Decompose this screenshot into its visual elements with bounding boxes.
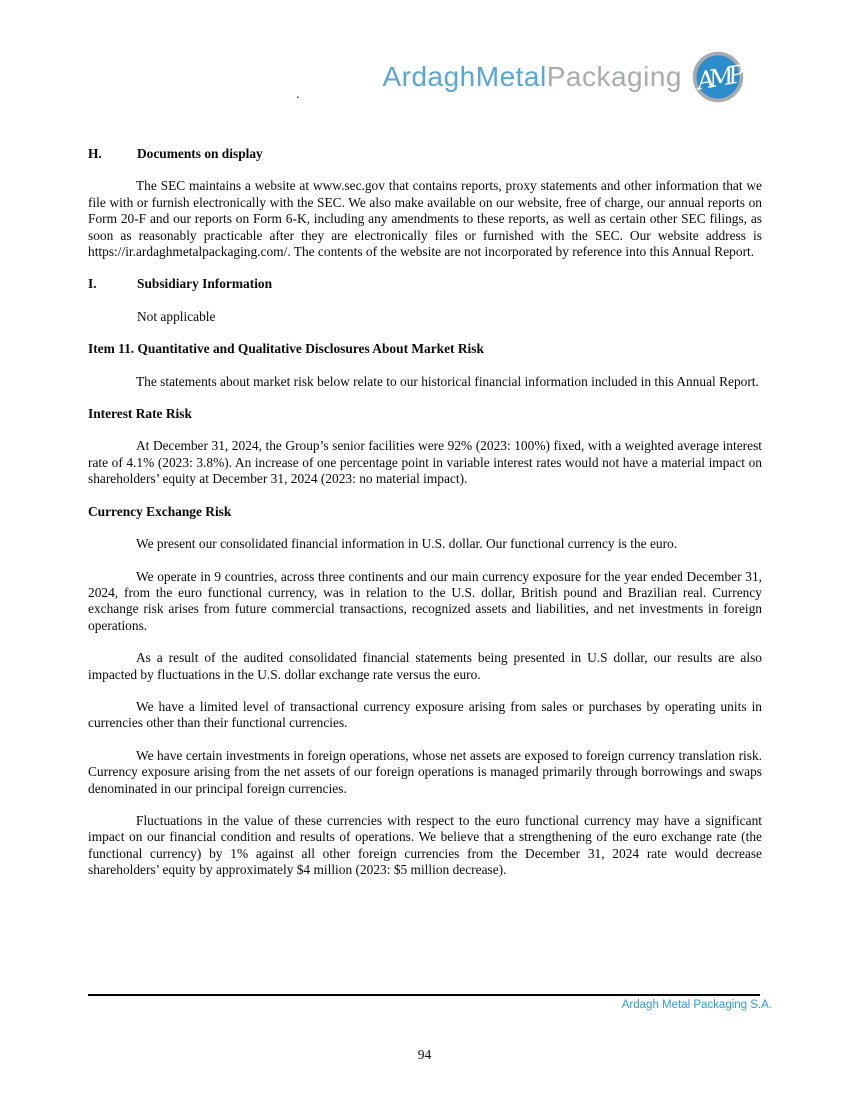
section-heading-subsidiary-information (88, 276, 762, 292)
heading-currency-exchange-risk: Currency Exchange Risk (88, 503, 232, 519)
amp-logo-letters: AMP (694, 59, 742, 96)
paragraph-foreign-operations: We have certain investments in foreign operations, whose net assets are exposed to foreign currency translation risk. Currency exposure arising from the net assets of our foreign operations is managed primarily through borrowings and swaps denominated in our principal foreign currencies. (88, 747, 762, 796)
section-letter: I. (88, 276, 97, 292)
footer-company: Ardagh Metal Packaging S.A. (621, 999, 772, 1011)
section-letter: H. (88, 146, 102, 161)
page-header (0, 50, 745, 104)
paragraph-currency-exposure: We operate in 9 countries, across three continents and our main currency exposure for the year ended December 31, 2024, from the euro functional currency, was in relation to the U.S. dollar, British pound and Brazilian real. Currency exchange risk arises from future commercial transactions, recognized assets and liabilities, and net investments in foreign operations. (88, 568, 762, 633)
paragraph-usd-presentation: As a result of the audited consolidated financial statements being presented in U.S dollar, our results are also impacted by fluctuations in the U.S. dollar exchange rate versus the euro. (88, 650, 762, 682)
section-title: Documents on display (137, 146, 263, 161)
brand-text-blue: ArdaghMetal (382, 61, 547, 92)
amp-logo-icon (691, 50, 745, 104)
item-11-heading: Item 11. Quantitative and Qualitative Disclosures About Market Risk (88, 341, 484, 357)
page-number: 94 (417, 1047, 432, 1062)
section-title: Subsidiary Information (137, 276, 273, 292)
stray-mark: . (296, 87, 300, 102)
brand-wordmark (382, 61, 682, 93)
paragraph-sec-website: The SEC maintains a website at www.sec.gov that contains reports, proxy statements and other information that we file with or furnish electronically with the SEC. We also make available on our website, free of charge, our annual reports on Form 20-F and our reports on Form 6-K, including any amendments to these reports, as well as certain other SEC filings, as soon as reasonably practicable after they are electronically files or furnished with the SEC. Our website address is https://ir.ardaghmetalpackaging.com/. The contents of the website are not incorporated by reference into this Annual Report. (88, 178, 762, 260)
footer-divider (88, 994, 760, 996)
paragraph-transactional-exposure: We have a limited level of transactional currency exposure arising from sales or purchases by operating units in currencies other than their functional currencies. (88, 698, 762, 731)
brand-text-gray: Packaging (546, 61, 682, 92)
paragraph-market-risk-intro: The statements about market risk below relate to our historical financial information included in this Annual Report. (136, 373, 759, 389)
paragraph-interest-rate: At December 31, 2024, the Group’s senior facilities were 92% (2023: 100%) fixed, with a weighted average interest rate of 4.1% (2023: 3.8%). An increase of one percentage point in variable interest rates would not have a material impact on shareholders’ equity at December 31, 2024 (2023: no material impact). (88, 438, 762, 487)
section-heading-documents-on-display (88, 146, 762, 162)
document-body (88, 146, 762, 895)
heading-interest-rate-risk: Interest Rate Risk (88, 406, 192, 422)
not-applicable-text: Not applicable (137, 308, 216, 324)
paragraph-currency-fluctuations: Fluctuations in the value of these currencies with respect to the euro functional currency may have a significant impact on our financial condition and results of operations. We believe that a strengthening of the euro exchange rate (the functional currency) by 1% against all other foreign currencies from the December 31, 2024 rate would decrease shareholders’ equity by approximately $4 million (2023: $5 million decrease). (88, 812, 762, 878)
paragraph-functional-currency: We present our consolidated financial information in U.S. dollar. Our functional currency is the euro. (136, 536, 678, 552)
